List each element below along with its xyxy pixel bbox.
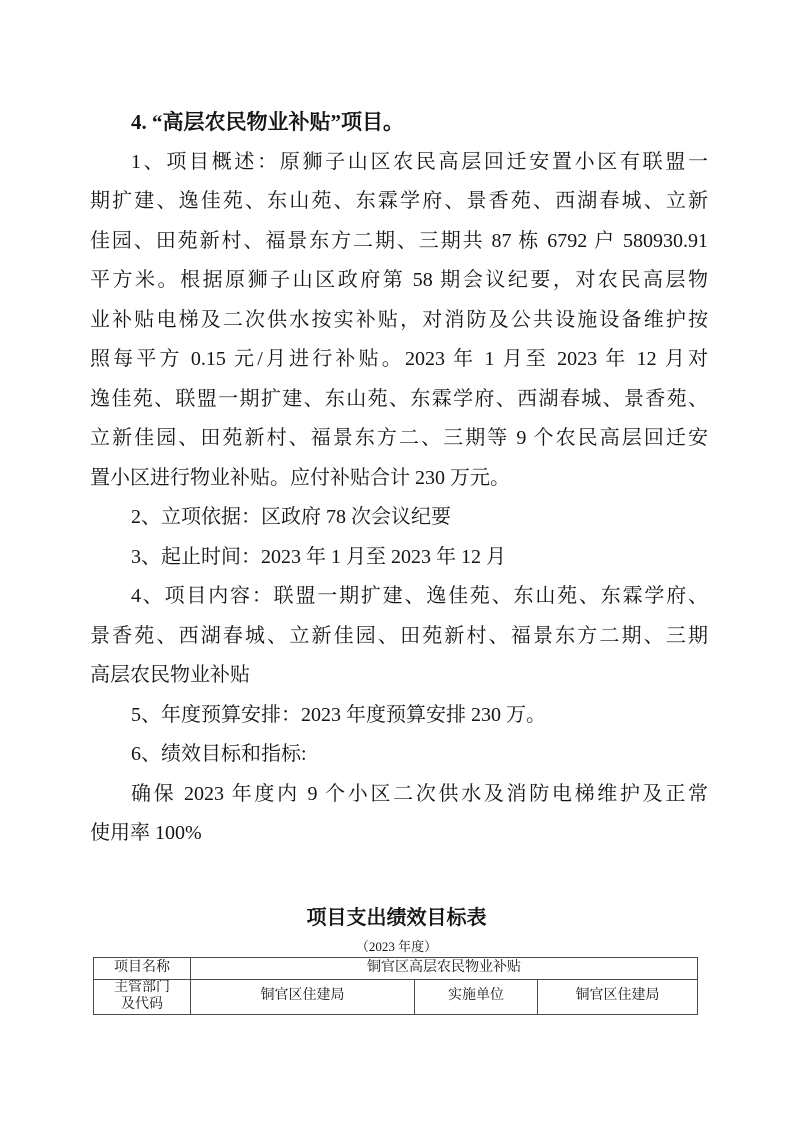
paragraph-line: 立新佳园、田苑新村、福景东方二、三期等 9 个农民高层回迁安	[90, 427, 708, 449]
project-name-value-cell: 铜官区高层农民物业补贴	[191, 958, 698, 980]
paragraph-line: 使用率 100%	[90, 822, 202, 844]
paragraph-line: 2、立项依据：区政府 78 次会议纪要	[131, 506, 451, 528]
paragraph-line: 置小区进行物业补贴。应付补贴合计 230 万元。	[90, 466, 510, 489]
paragraph-line: 4、项目内容：联盟一期扩建、逸佳苑、东山苑、东霖学府、	[131, 585, 708, 607]
paragraph-line: 1、项目概述：原狮子山区农民高层回迁安置小区有联盟一	[131, 150, 708, 173]
paragraph-line: 业补贴电梯及二次供水按实补贴，对消防及公共设施设备维护按	[90, 308, 708, 331]
document-body	[90, 103, 708, 854]
section-heading: 4. “高层农民物业补贴”项目。	[131, 110, 404, 134]
paragraph-line: 平方米。根据原狮子山区政府第 58 期会议纪要，对农民高层物	[90, 269, 708, 291]
paragraph-line: 5、年度预算安排：2023 年度预算安排 230 万。	[131, 703, 546, 726]
table-subtitle: （2023 年度）	[355, 939, 438, 954]
paragraph-line: 6、绩效目标和指标:	[131, 743, 307, 765]
department-label-cell	[94, 980, 191, 1015]
paragraph-line: 逸佳苑、联盟一期扩建、东山苑、东霖学府、西湖春城、景香苑、	[90, 387, 708, 410]
performance-target-table	[93, 957, 698, 1015]
paragraph-line: 照每平方 0.15 元/月进行补贴。2023 年 1 月至 2023 年 12 月对	[90, 348, 708, 370]
table-title: 项目支出绩效目标表	[306, 907, 487, 929]
paragraph-line: 3、起止时间：2023 年 1 月至 2023 年 12 月	[131, 545, 506, 568]
department-label-line2: 及代码	[121, 996, 163, 1012]
department-label-line1: 主管部门	[114, 980, 170, 995]
department-value-cell: 铜官区住建局	[191, 980, 415, 1015]
implementer-label-cell: 实施单位	[415, 980, 538, 1015]
table-row-department	[94, 980, 698, 1015]
project-name-label-cell: 项目名称	[94, 958, 191, 980]
paragraph-line: 期扩建、逸佳苑、东山苑、东霖学府、景香苑、西湖春城、立新	[90, 190, 708, 212]
paragraph-line: 佳园、田苑新村、福景东方二期、三期共 87 栋 6792 户 580930.91	[90, 229, 708, 252]
paragraph-line: 景香苑、西湖春城、立新佳园、田苑新村、福景东方二期、三期	[90, 624, 708, 647]
implementer-value-cell: 铜官区住建局	[538, 980, 698, 1015]
paragraph-line: 确保 2023 年度内 9 个小区二次供水及消防电梯维护及正常	[131, 782, 708, 805]
paragraph-line: 高层农民物业补贴	[90, 664, 250, 686]
table-row-project-name	[94, 958, 698, 980]
